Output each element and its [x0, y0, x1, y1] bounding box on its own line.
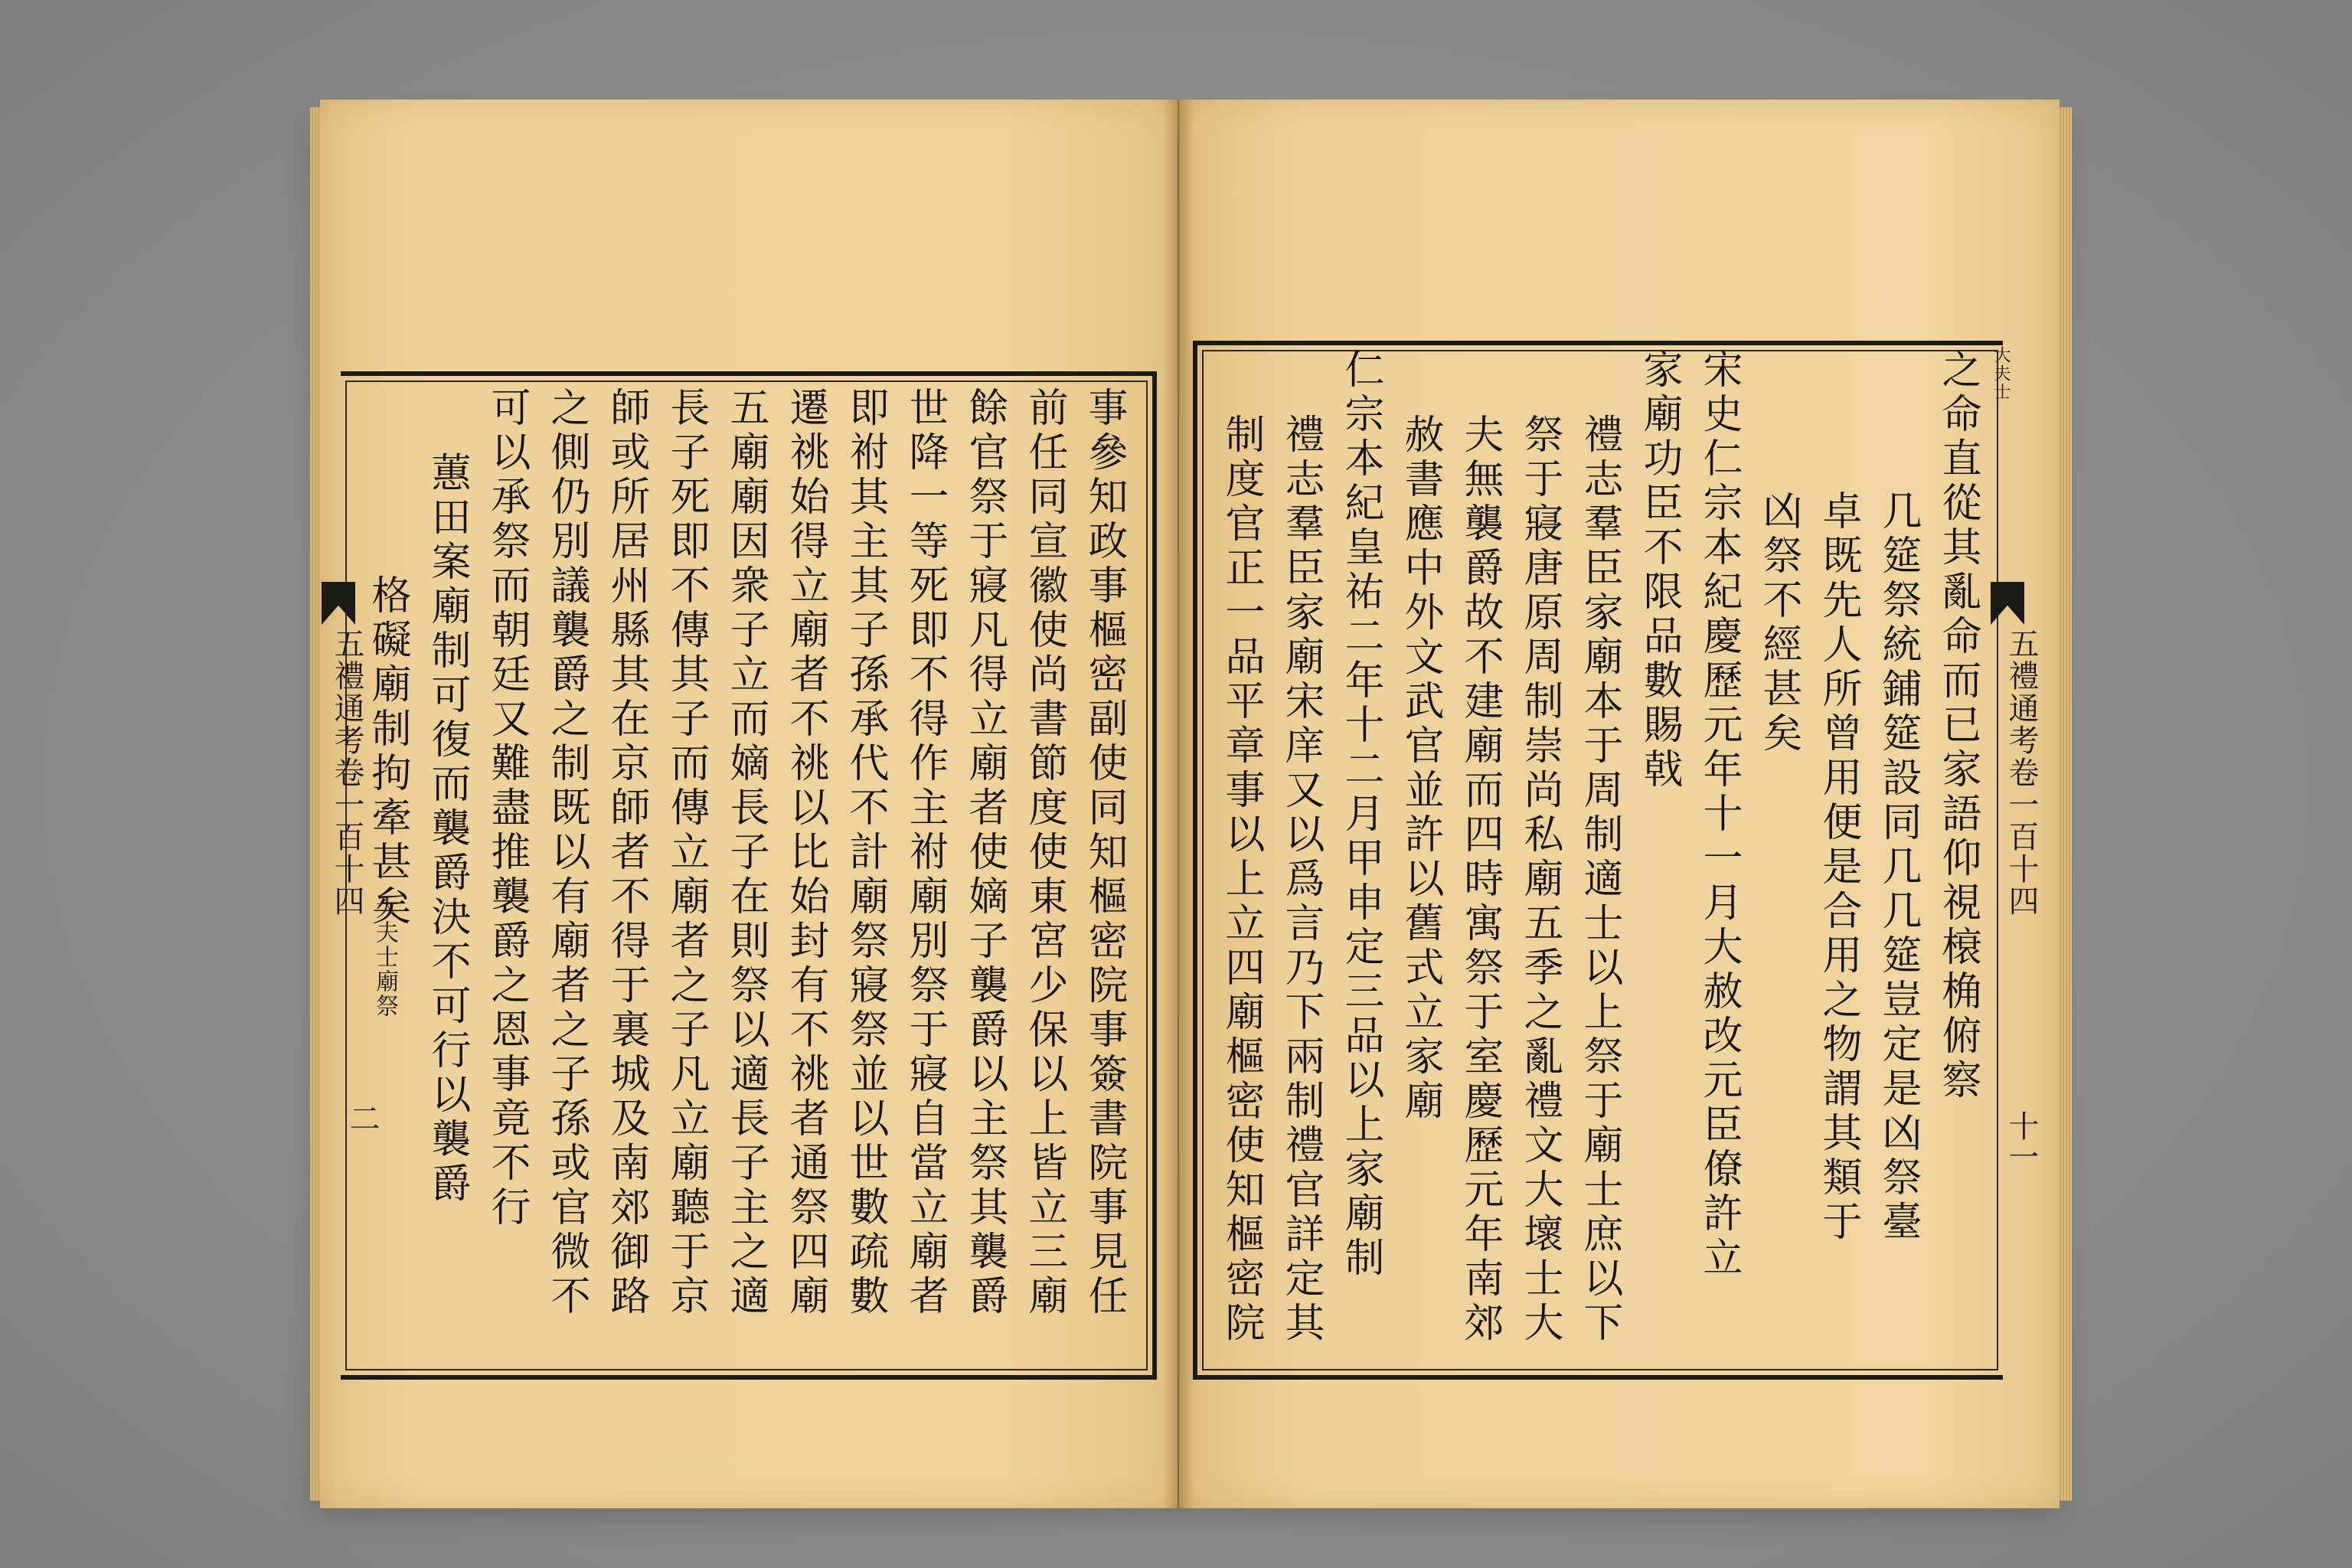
left-folio-number: 二 [345, 1102, 380, 1133]
right-column: 祭于寢唐原周制崇尚私廟五季之亂禮文大壞士大 [1517, 413, 1563, 1346]
right-column: 几筵祭統鋪筵設同几几筵豈定是凶祭臺 [1875, 490, 1921, 1245]
left-column: 五廟廟因衆子立而嫡長子在則祭以適長子主之適 [723, 387, 769, 1319]
left-column: 事參知政事樞密副使同知樞密院事簽書院事見任 [1081, 387, 1127, 1319]
right-column: 赦書應中外文武官並許以舊式立家廟 [1397, 413, 1443, 1124]
right-column: 禮志羣臣家廟本于周制適士以上祭于廟士庶以下 [1576, 413, 1622, 1346]
right-column: 家廟功臣不限品數賜戟 [1636, 348, 1682, 792]
left-column: 格礙廟制拘牽甚矣 [364, 574, 410, 929]
right-column: 之命直從其亂命而已家語仰視榱桷俯察 [1935, 348, 1981, 1103]
right-column: 仁宗本紀皇祐二年十二月甲申定三品以上家廟制 [1338, 348, 1383, 1281]
left-spine-title: 五禮通考卷一百十四 [329, 628, 364, 917]
left-column: 蕙田案廟制可復而襲爵決不可行以襲爵 [424, 452, 470, 1207]
left-column: 前任同宣徽使尚書節度使東宮少保以上皆立三廟 [1021, 387, 1067, 1319]
left-column: 餘官祭于寢凡得立廟者使嫡子襲爵以主祭其襲爵 [962, 387, 1008, 1319]
left-column: 世降一等死即不得作主祔廟別祭于寢自當立廟者 [902, 387, 948, 1319]
right-column: 凶祭不經甚矣 [1756, 490, 1802, 756]
right-column: 禮志羣臣家廟宋庠又以爲言乃下兩制禮官詳定其 [1278, 413, 1324, 1346]
left-column: 之側仍別議襲爵之制既以有廟者之子孫或官微不 [544, 387, 590, 1319]
right-corner-mark: 大夫士 [1991, 346, 2011, 401]
left-column: 可以承祭而朝廷又難盡推襲爵之恩事竟不行 [484, 387, 530, 1230]
left-column: 長子死即不傳其子而傳立廟者之子凡立廟聽于京 [663, 387, 709, 1319]
left-column: 即祔其主其子孫承代不計廟祭寢祭並以世數疏數 [842, 387, 888, 1319]
left-column: 遷祧始得立廟者不祧以比始封有不祧者通祭四廟 [782, 387, 828, 1319]
left-spine-section: 大夫士廟祭 [371, 896, 398, 1018]
right-column: 制度官正一品平章事以上立四廟樞密使知樞密院 [1218, 413, 1264, 1346]
right-column: 夫無襲爵故不建廟而四時寓祭于室慶歷元年南郊 [1457, 413, 1503, 1346]
right-column: 宋史仁宗本紀慶歷元年十一月大赦改元臣僚許立 [1696, 348, 1742, 1281]
right-column: 卓既先人所曾用便是合用之物謂其類于 [1815, 490, 1861, 1245]
book-gutter [1164, 100, 1194, 1508]
right-folio-number: 十一 [2004, 1110, 2039, 1171]
left-column: 師或所居州縣其在京師者不得于裏城及南郊御路 [603, 387, 649, 1319]
right-spine-title: 五禮通考卷一百十四 [2004, 628, 2039, 917]
